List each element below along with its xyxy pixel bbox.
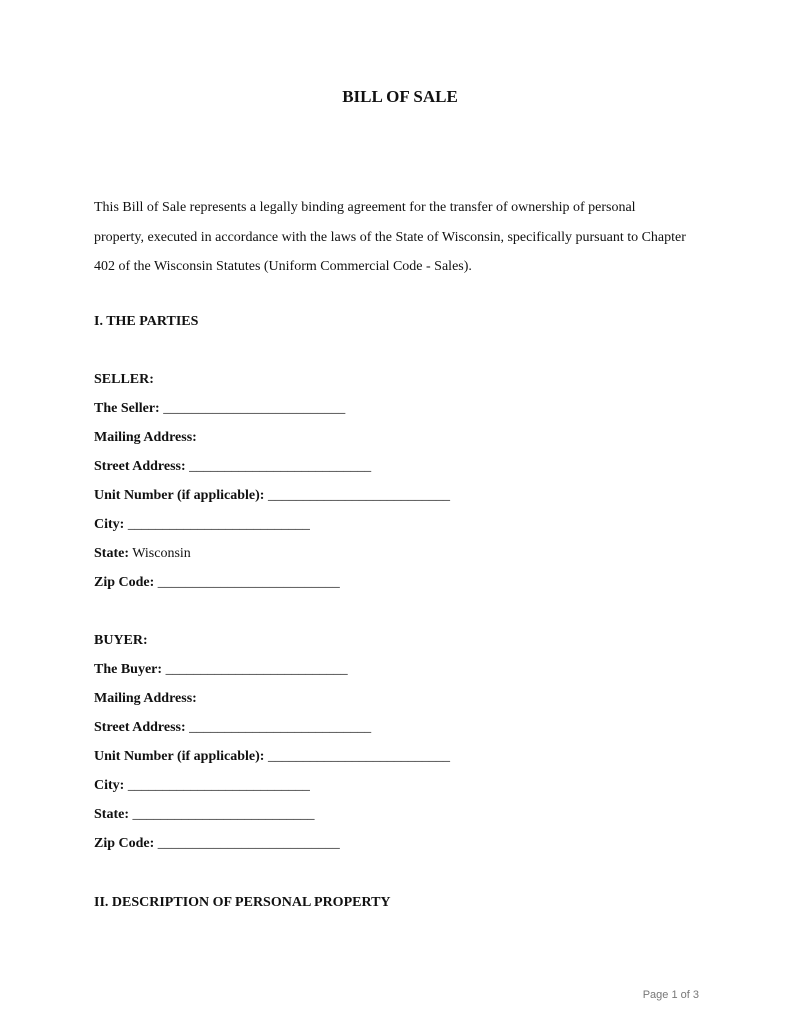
seller-city-field[interactable]: __________________________ (127, 517, 310, 532)
seller-state-label: State: (94, 546, 129, 561)
seller-zip-label: Zip Code: (94, 575, 155, 590)
buyer-mailing-label: Mailing Address: (94, 691, 197, 706)
seller-name-label: The Seller: (94, 401, 160, 416)
buyer-zip-row (94, 834, 340, 854)
buyer-heading: BUYER: (94, 633, 148, 648)
seller-zip-row (94, 573, 340, 593)
buyer-state-field[interactable]: __________________________ (132, 807, 315, 822)
seller-heading: SELLER: (94, 372, 154, 387)
buyer-name-field[interactable]: __________________________ (165, 662, 348, 677)
buyer-city-row (94, 776, 310, 796)
intro-paragraph (94, 193, 714, 282)
seller-street-label: Street Address: (94, 459, 186, 474)
seller-mailing-row (94, 428, 197, 448)
page-number: Page 1 of 3 (642, 989, 699, 1001)
intro-line: This Bill of Sale represents a legally binding agreement for the transfer of ownership of personal (94, 200, 636, 215)
seller-unit-row (94, 486, 450, 506)
seller-city-label: City: (94, 517, 125, 532)
section-heading-description: II. DESCRIPTION OF PERSONAL PROPERTY (94, 895, 391, 910)
seller-zip-field[interactable]: __________________________ (157, 575, 340, 590)
seller-street-field[interactable]: __________________________ (189, 459, 372, 474)
seller-city-row (94, 515, 310, 535)
seller-mailing-label: Mailing Address: (94, 430, 197, 445)
buyer-mailing-row (94, 689, 197, 709)
buyer-zip-field[interactable]: __________________________ (157, 836, 340, 851)
document-title: BILL OF SALE (342, 87, 458, 106)
buyer-unit-field[interactable]: __________________________ (267, 749, 450, 764)
seller-street-row (94, 457, 371, 477)
seller-unit-label: Unit Number (if applicable): (94, 488, 265, 503)
seller-name-field[interactable]: __________________________ (163, 401, 346, 416)
section-heading-parties: I. THE PARTIES (94, 314, 199, 329)
intro-line: property, executed in accordance with the laws of the State of Wisconsin, specifically pursuant to Chapter (94, 229, 686, 245)
seller-state-row (94, 544, 191, 564)
seller-unit-field[interactable]: __________________________ (267, 488, 450, 503)
buyer-street-field[interactable]: __________________________ (189, 720, 372, 735)
buyer-state-label: State: (94, 807, 129, 822)
buyer-city-label: City: (94, 778, 125, 793)
buyer-zip-label: Zip Code: (94, 836, 155, 851)
seller-state-value: Wisconsin (132, 546, 191, 561)
intro-line: 402 of the Wisconsin Statutes (Uniform Commercial Code - Sales). (94, 259, 472, 274)
buyer-city-field[interactable]: __________________________ (127, 778, 310, 793)
buyer-name-label: The Buyer: (94, 662, 163, 677)
seller-name-row (94, 399, 345, 419)
buyer-street-row (94, 718, 371, 738)
buyer-name-row (94, 660, 348, 680)
buyer-state-row (94, 805, 315, 825)
buyer-unit-label: Unit Number (if applicable): (94, 749, 265, 764)
buyer-unit-row (94, 747, 450, 767)
buyer-street-label: Street Address: (94, 720, 186, 735)
